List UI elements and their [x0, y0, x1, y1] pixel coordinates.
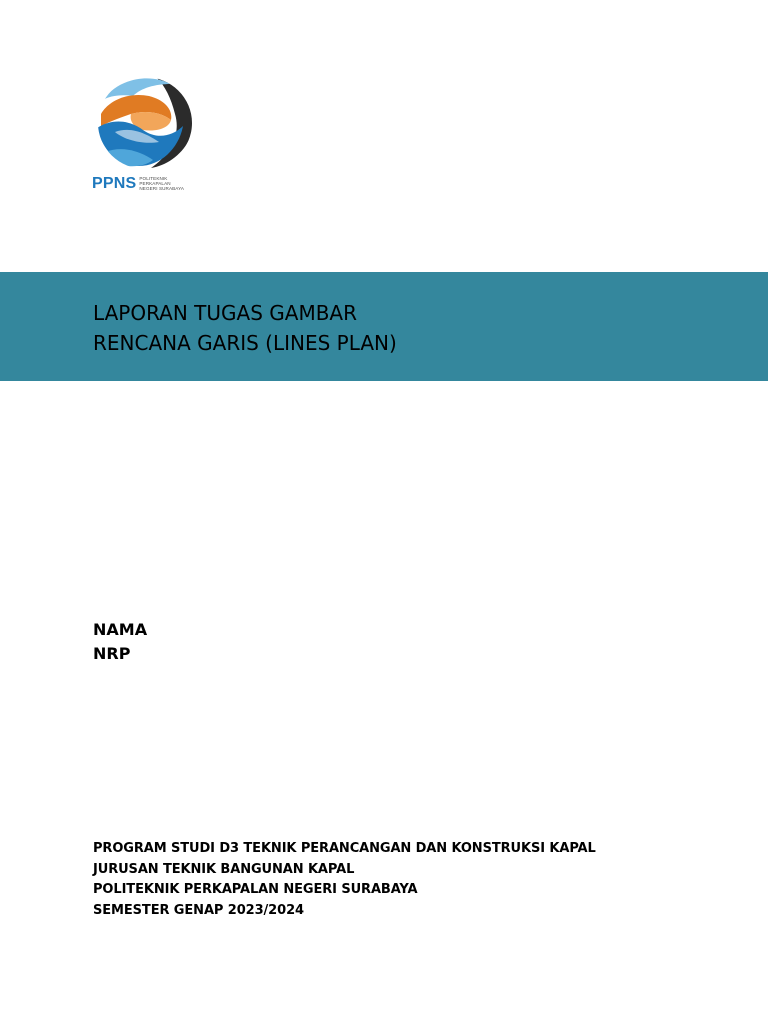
- title-banner: [0, 272, 768, 381]
- logo-name-line: PERKAPALAN: [139, 181, 171, 186]
- logo-full-name: [139, 176, 184, 191]
- logo-wordmark: [92, 174, 202, 194]
- study-program-line: PROGRAM STUDI D3 TEKNIK PERANCANGAN DAN KONSTRUKSI KAPAL: [93, 841, 596, 856]
- institution-block: [93, 839, 596, 921]
- department-line: JURUSAN TEKNIK BANGUNAN KAPAL: [93, 861, 355, 877]
- semester-line: SEMESTER GENAP 2023/2024: [93, 902, 304, 918]
- logo-name-line: POLITEKNIK: [139, 176, 168, 181]
- nrp-label: NRP: [93, 644, 131, 663]
- student-identity: [93, 618, 147, 666]
- report-title: [93, 298, 397, 358]
- ppns-logo: [92, 76, 202, 194]
- logo-name-line: NEGERI SURABAYA: [139, 186, 185, 191]
- logo-acronym: PPNS: [92, 175, 137, 192]
- ppns-globe-icon: [95, 76, 195, 170]
- name-label: NAMA: [93, 620, 148, 639]
- report-title-line: RENCANA GARIS (LINES PLAN): [93, 331, 397, 355]
- report-title-line: LAPORAN TUGAS GAMBAR: [93, 301, 357, 325]
- polytechnic-line: POLITEKNIK PERKAPALAN NEGERI SURABAYA: [93, 882, 418, 897]
